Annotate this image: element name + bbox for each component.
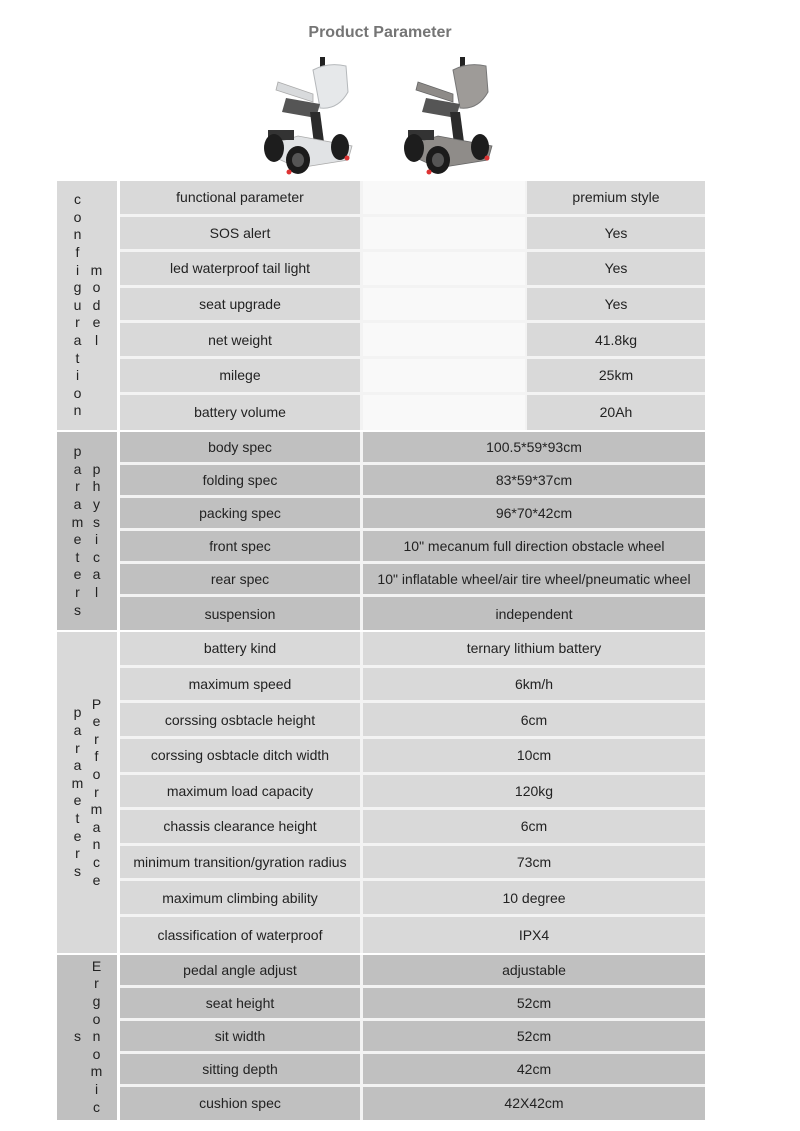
parameter-name: maximum load capacity [120,775,363,808]
table-row [120,775,705,811]
vertical-label: P e r f o r m a n c e [90,695,103,888]
grey-wheelchair-image [398,52,508,176]
parameter-value: 10cm [363,739,705,772]
parameter-value: Yes [527,288,705,321]
table-row [120,395,705,431]
parameter-name: minimum transition/gyration radius [120,846,363,879]
table-row [120,323,705,359]
parameter-value: 52cm [363,988,705,1018]
parameter-name: functional parameter [120,181,363,214]
blank-cell [363,288,527,321]
parameter-name: rear spec [120,564,363,594]
table-row [120,288,705,324]
parameter-value: 10" inflatable wheel/air tire wheel/pneumatic wheel [363,564,705,594]
section-configuration [57,181,705,432]
parameter-value: 83*59*37cm [363,465,705,495]
vertical-label: E r g o n o m i c [90,957,103,1115]
parameter-value: ternary lithium battery [363,632,705,665]
blank-cell [363,359,527,392]
table-row [120,359,705,395]
table-row [120,252,705,288]
vertical-label: p a r a m e t e r s [71,704,84,879]
table-row [120,498,705,531]
section-physical [57,432,705,632]
blank-cell [363,395,527,431]
table-row [120,632,705,668]
table-row [120,881,705,917]
section-performance [57,632,705,954]
category-label-configuration [57,181,120,430]
parameter-name: corssing osbtacle ditch width [120,739,363,772]
parameter-value: 52cm [363,1021,705,1051]
section-ergonomics [57,955,705,1122]
parameter-name: maximum speed [120,668,363,701]
blank-cell [363,252,527,285]
parameter-value: IPX4 [363,917,705,953]
parameter-value: 41.8kg [527,323,705,356]
parameter-name: front spec [120,531,363,561]
blank-cell [363,217,527,250]
parameter-value: Yes [527,217,705,250]
blank-cell [363,323,527,356]
table-row [120,703,705,739]
category-label-ergonomics [57,955,120,1120]
product-images [0,52,760,180]
parameter-value: adjustable [363,955,705,985]
table-row [120,181,705,217]
parameter-value: independent [363,597,705,630]
parameter-name: battery kind [120,632,363,665]
table-row [120,564,705,597]
parameter-value: 96*70*42cm [363,498,705,528]
table-row [120,810,705,846]
parameter-value: 120kg [363,775,705,808]
vertical-label: c o n f i g u r a t i o n [73,191,82,419]
parameter-value: 73cm [363,846,705,879]
parameter-name: pedal angle adjust [120,955,363,985]
vertical-label: p a r a m e t e r s [71,443,84,618]
parameter-name: classification of waterproof [120,917,363,953]
parameter-value: 20Ah [527,395,705,431]
parameter-name: body spec [120,432,363,462]
parameter-name: folding spec [120,465,363,495]
parameter-name: corssing osbtacle height [120,703,363,736]
parameter-name: maximum climbing ability [120,881,363,914]
table-row [120,1021,705,1054]
table-row [120,955,705,988]
table-row [120,217,705,253]
parameter-name: sitting depth [120,1054,363,1084]
parameter-value: Yes [527,252,705,285]
parameter-value: 25km [527,359,705,392]
parameter-name: packing spec [120,498,363,528]
page-title: Product Parameter [308,24,452,41]
table-row [120,531,705,564]
parameter-value: 42X42cm [363,1087,705,1120]
table-row [120,668,705,704]
table-row [120,1087,705,1120]
parameter-table [57,181,705,1122]
parameter-value: 6cm [363,810,705,843]
table-row [120,846,705,882]
vertical-label: s [74,1028,81,1045]
parameter-value: 10 degree [363,881,705,914]
parameter-value: 6cm [363,703,705,736]
parameter-name: suspension [120,597,363,630]
parameter-name: led waterproof tail light [120,252,363,285]
blank-cell [363,181,527,214]
vertical-label: p h y s i c a l [92,460,101,600]
white-wheelchair-image [258,52,368,176]
parameter-value: 10" mecanum full direction obstacle wheel [363,531,705,561]
table-row [120,432,705,465]
table-row [120,465,705,498]
parameter-name: battery volume [120,395,363,431]
parameter-value: 42cm [363,1054,705,1084]
parameter-value: 6km/h [363,668,705,701]
parameter-name: net weight [120,323,363,356]
parameter-name: milege [120,359,363,392]
table-row [120,917,705,953]
parameter-name: seat upgrade [120,288,363,321]
table-row [120,739,705,775]
parameter-name: SOS alert [120,217,363,250]
parameter-value: premium style [527,181,705,214]
table-row [120,1054,705,1087]
parameter-name: chassis clearance height [120,810,363,843]
table-row [120,988,705,1021]
parameter-name: sit width [120,1021,363,1051]
category-label-physical [57,432,120,630]
parameter-name: cushion spec [120,1087,363,1120]
table-row [120,597,705,630]
category-label-performance [57,632,120,952]
parameter-value: 100.5*59*93cm [363,432,705,462]
parameter-name: seat height [120,988,363,1018]
vertical-label: m o d e l [90,261,103,348]
